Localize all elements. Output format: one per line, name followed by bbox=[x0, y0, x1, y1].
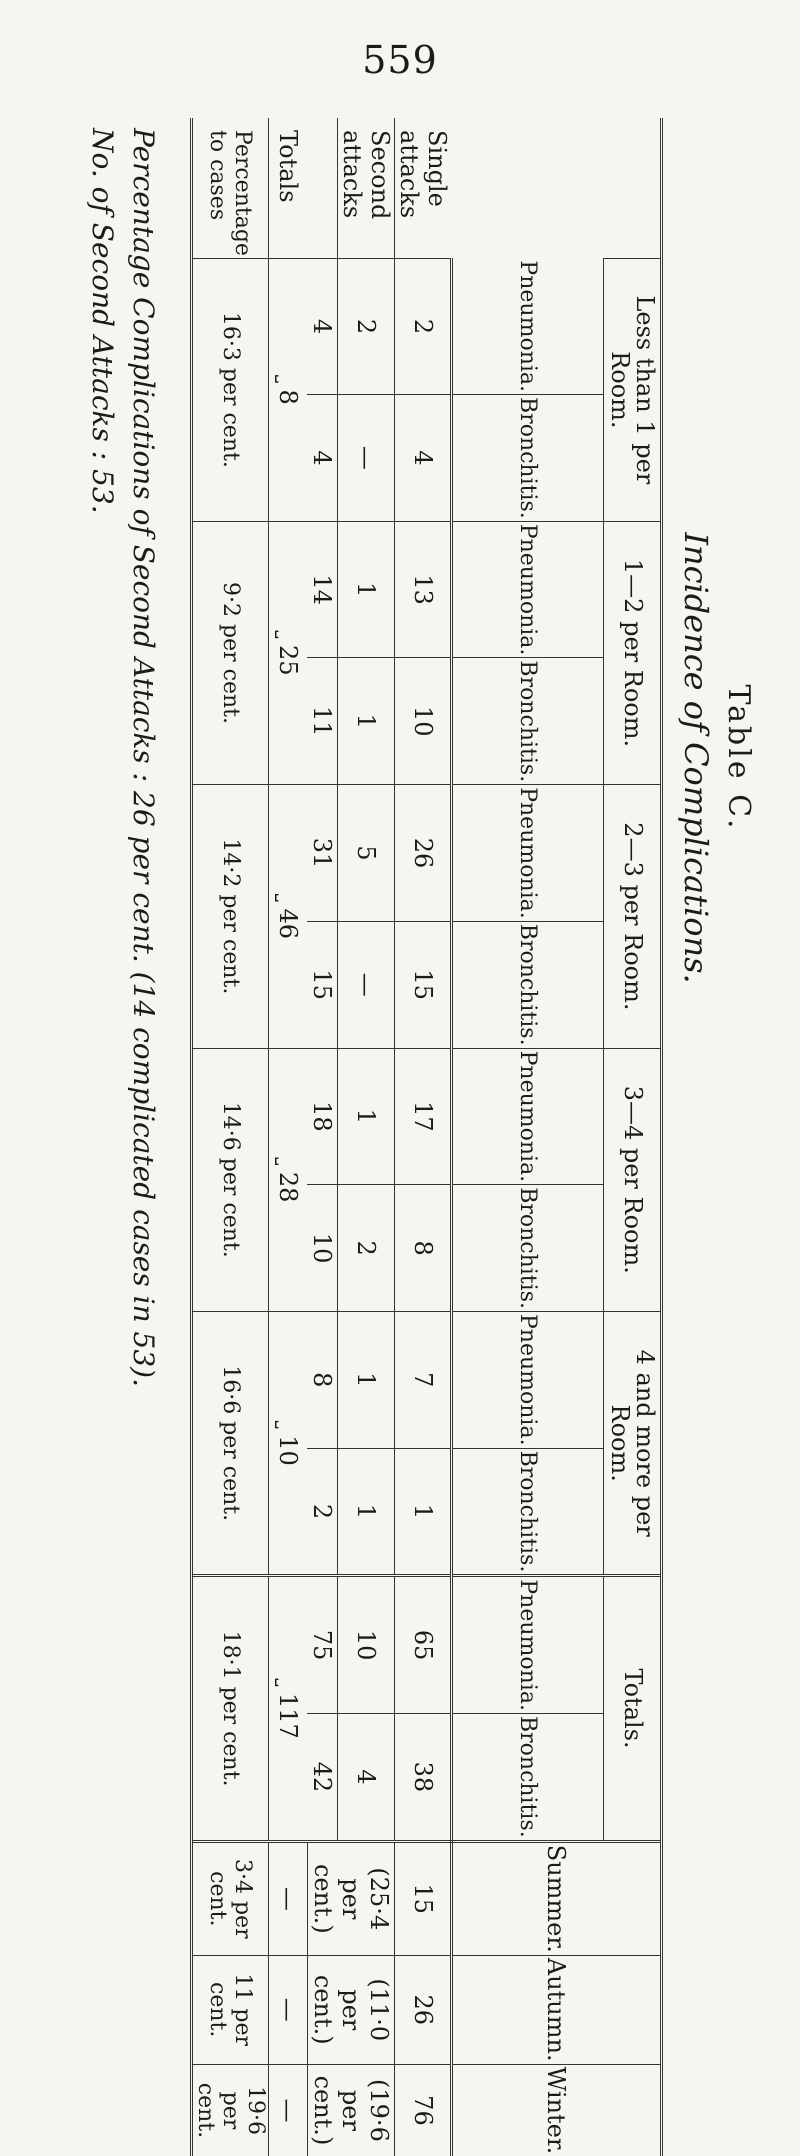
table-cell: 8 bbox=[395, 1185, 452, 1312]
season-cell: — bbox=[269, 1841, 308, 1955]
table-cell: 18·1 per cent. bbox=[192, 1576, 269, 1841]
season-cell: 15 bbox=[395, 1841, 452, 1955]
footnote-second-attacks: No. of Second Attacks : 53. bbox=[86, 128, 119, 514]
table-cell: 31 bbox=[308, 785, 339, 922]
rotated-table-page bbox=[40, 118, 760, 2155]
sub-header: Pneumonia. bbox=[452, 258, 604, 394]
table-cell: 18 bbox=[308, 1048, 339, 1185]
table-cell: ⎵ 46 bbox=[269, 785, 308, 1048]
table-cell: 7 bbox=[395, 1311, 452, 1448]
table-cell: 42 bbox=[308, 1713, 339, 1841]
table-cell: 4 bbox=[338, 1713, 395, 1841]
table-cell: 10 bbox=[338, 1576, 395, 1714]
table-cell: ⎵ 10 bbox=[269, 1311, 308, 1575]
sub-header: Bronchitis. bbox=[452, 1185, 604, 1312]
table-cell: ⎵ 25 bbox=[269, 521, 308, 784]
sub-header: Pneumonia. bbox=[452, 1048, 604, 1185]
table-cell: 17 bbox=[395, 1048, 452, 1185]
table-cell: 15 bbox=[308, 921, 339, 1048]
page-number: 559 bbox=[362, 38, 438, 82]
table-cell: 15 bbox=[395, 921, 452, 1048]
group-header: 4 and more per Room. bbox=[604, 1311, 662, 1575]
group-header: 1—2 per Room. bbox=[604, 521, 662, 784]
row-label: Single attacks bbox=[395, 118, 452, 258]
season-cell: — bbox=[269, 2064, 308, 2156]
season-cell: 11 per cent. bbox=[192, 1955, 269, 2064]
season-cell: 26 bbox=[395, 1955, 452, 2064]
table-cell: 16·6 per cent. bbox=[192, 1311, 269, 1575]
table-cell: 14 bbox=[308, 521, 339, 658]
table-cell: 13 bbox=[395, 521, 452, 658]
table-cell: 14·6 per cent. bbox=[192, 1048, 269, 1311]
sub-header: Pneumonia. bbox=[452, 521, 604, 658]
sub-header: Bronchitis. bbox=[452, 921, 604, 1048]
sub-header: Bronchitis. bbox=[452, 1448, 604, 1576]
table-cell: ⎵ 28 bbox=[269, 1048, 308, 1311]
table-cell: 1 bbox=[338, 1448, 395, 1576]
table-cell: 1 bbox=[338, 521, 395, 658]
table-row bbox=[269, 118, 308, 2156]
season-cell: (25·4 per cent.) bbox=[308, 1841, 396, 1955]
season-header: Summer. bbox=[452, 1841, 662, 1955]
season-cell: — bbox=[269, 1955, 308, 2064]
table-cell: 65 bbox=[395, 1576, 452, 1714]
stub-header bbox=[452, 118, 662, 258]
table-cell: ⎵ 8 bbox=[269, 258, 308, 521]
table-row bbox=[338, 118, 395, 2156]
season-cell: (19·6 per cent.) bbox=[308, 2064, 396, 2156]
complications-table bbox=[190, 118, 663, 2156]
season-header: Winter. bbox=[452, 2064, 662, 2156]
season-cell: 19·6 per cent. bbox=[192, 2064, 269, 2156]
sub-header: Pneumonia. bbox=[452, 785, 604, 922]
sub-header: Bronchitis. bbox=[452, 658, 604, 785]
table-cell: 2 bbox=[338, 1185, 395, 1312]
table-cell: 16·3 per cent. bbox=[192, 258, 269, 521]
table-cell: 4 bbox=[308, 258, 339, 394]
table-cell: 26 bbox=[395, 785, 452, 922]
table-cell: 2 bbox=[338, 258, 395, 394]
table-row bbox=[395, 118, 452, 2156]
group-header: Less than 1 per Room. bbox=[604, 258, 662, 521]
table-cell: 2 bbox=[308, 1448, 339, 1576]
table-cell: 2 bbox=[395, 258, 452, 394]
season-cell: 76 bbox=[395, 2064, 452, 2156]
table-cell: — bbox=[338, 921, 395, 1048]
table-cell: 9·2 per cent. bbox=[192, 521, 269, 784]
table-cell: 8 bbox=[308, 1311, 339, 1448]
season-cell: (11·0 per cent.) bbox=[308, 1955, 396, 2064]
table-cell: 5 bbox=[338, 785, 395, 922]
table-cell: 10 bbox=[308, 1185, 339, 1312]
group-header: 3—4 per Room. bbox=[604, 1048, 662, 1311]
table-subtitle: Incidence of Complications. bbox=[677, 532, 715, 984]
table-cell: 11 bbox=[308, 658, 339, 785]
row-label: Percentage to cases bbox=[192, 118, 269, 258]
group-header: 2—3 per Room. bbox=[604, 785, 662, 1048]
table-cell: 4 bbox=[395, 395, 452, 522]
table-cell: 14·2 per cent. bbox=[192, 785, 269, 1048]
table-cell: 1 bbox=[338, 658, 395, 785]
sub-header: Bronchitis. bbox=[452, 1713, 604, 1841]
table-cell: 10 bbox=[395, 658, 452, 785]
sub-header: Pneumonia. bbox=[452, 1311, 604, 1448]
table-cell: — bbox=[338, 395, 395, 522]
table-row bbox=[192, 118, 269, 2156]
sub-header: Bronchitis. bbox=[452, 395, 604, 522]
table-cell: 4 bbox=[308, 395, 339, 522]
table-cell: 1 bbox=[395, 1448, 452, 1576]
table-cell: 1 bbox=[338, 1311, 395, 1448]
season-header: Autumn. bbox=[452, 1955, 662, 2064]
season-cell: 3·4 per cent. bbox=[192, 1841, 269, 1955]
table-cell: ⎵ 117 bbox=[269, 1576, 308, 1841]
table-cell: 1 bbox=[338, 1048, 395, 1185]
table-cell: 75 bbox=[308, 1576, 339, 1714]
footnote: Percentage Complications of Second Attacks : 26 per cent. (14 complicated cases in 53). bbox=[127, 128, 160, 1387]
sub-header: Pneumonia. bbox=[452, 1576, 604, 1714]
row-label: Second attacks bbox=[338, 118, 395, 258]
table-cell: 38 bbox=[395, 1713, 452, 1841]
row-label: Totals bbox=[269, 118, 308, 258]
group-header: Totals. bbox=[604, 1576, 662, 1841]
row-label bbox=[308, 118, 339, 258]
table-title: Table C. bbox=[721, 684, 756, 832]
